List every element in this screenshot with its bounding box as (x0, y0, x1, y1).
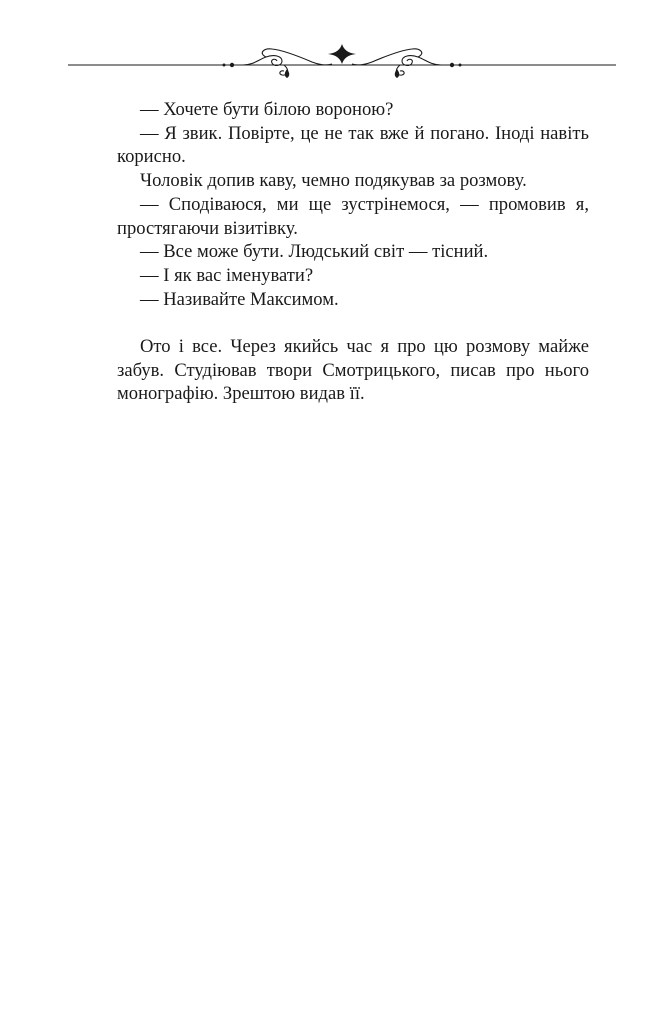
paragraph: — І як вас іменувати? (140, 264, 314, 286)
paragraph: — Називайте Максимом. (140, 288, 339, 310)
decorative-header-ornament (68, 40, 616, 80)
section-break (117, 311, 589, 335)
paragraph: — Я звик. Повірте, це не так вже й погано. Іноді навіть корисно. (117, 122, 589, 168)
paragraph: — Хочете бути білою вороною? (140, 99, 394, 120)
paragraph: — Все може бути. Людський світ — тісний. (140, 241, 489, 263)
paragraph: — Сподіваюся, ми ще зустрінемося, — промовив я, простягаючи візитівку. (117, 193, 589, 239)
paragraph: Чоловік допив каву, чемно подякував за розмову. (140, 170, 527, 192)
paragraph: Ото і все. Через якийсь час я про цю розмову майже забув. Студіював твори Смотрицького, писав про нього монографію. Зрештою видав її. (117, 336, 589, 405)
main-text (117, 98, 589, 406)
